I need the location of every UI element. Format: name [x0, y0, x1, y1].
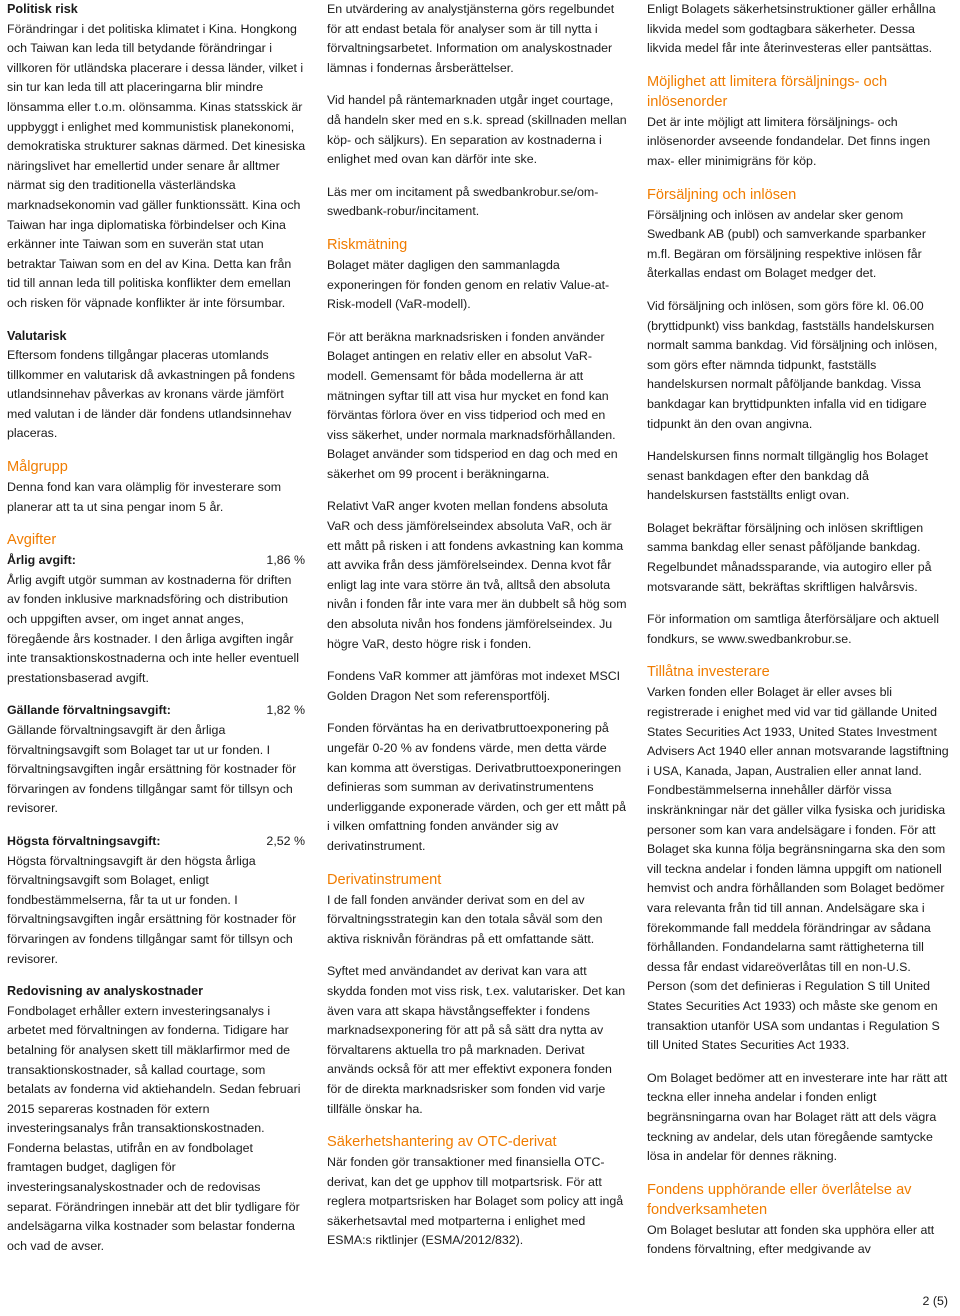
fee-label-hogsta: Högsta förvaltningsavgift: — [7, 833, 161, 848]
column-middle — [327, 0, 627, 1264]
text-limitera: Det är inte möjligt att limitera försäljnings- och inlösenorder avseende fondandelar. Det finns ingen max- eller minimigräns för köp. — [647, 114, 931, 168]
text-malgrupp: Denna fond kan vara olämplig för investerare som planerar att ta ut sina pengar inom 5 år. — [7, 480, 282, 514]
text-derivat-2: Syftet med användandet av derivat kan vara att skydda fonden mot viss risk, t.ex. valutarisker. Det kan även vara att skapa hävstångseffekter i fondens marknadsexponering för att på så sätt dra nytta av förvaltarens aktuella tro på marknaden. Derivat används också för att mer effektivt exponera fonden för de direkta marknadsrisker som fonden vid varje tillfälle önskar ha. — [327, 964, 626, 1116]
fee-row-hogsta — [7, 832, 307, 852]
heading-analyskostnader: Redovisning av analyskostnader — [7, 984, 203, 999]
section-politisk-risk — [7, 0, 307, 314]
heading-limitera: Möjlighet att limitera försäljnings- och inlösenorder — [647, 73, 888, 110]
text-riskmatning-2: För att beräkna marknadsrisken i fonden använder Bolaget antingen en relativ eller en absolut VaR-modell. Gemensamt för båda modellerna är att mätningen syftar till att visa hur mycket en fond kan förväntas förlora över en viss tidperiod och med en viss säkerhet, under normala marknadsförhållanden. Bolaget använder som tidsperiod en dag och med en säkerhet om 99 procent i beräkningarna. — [327, 329, 618, 481]
text-analyskostnader: Fondbolaget erhåller extern investeringsanalys i arbetet med förvaltningen av fonderna. Tidigare har betalning för analysen skett till mäklarfirmor med de transaktionskostnader, så kallad courtage, som betalats av fonderna vid aktiehandeln. Sedan februari 2015 separeras kostnaden för extern investeringsanalys från transaktionskostnaden. Fonderna belastas, utifrån en av fondbolaget framtagen budget, dagligen för investeringsanalyskostnader och de redovisas separat. Förändringen innebär att det blir tydligare för andelsägarna vilka kostnader som belastar fonderna och vad de avser. — [7, 1003, 301, 1253]
heading-politisk-risk: Politisk risk — [7, 2, 78, 16]
heading-otc-derivat: Säkerhetshantering av OTC-derivat — [327, 1134, 557, 1151]
section-limitera — [647, 72, 949, 172]
text-forsaljning-4: Bolaget bekräftar försäljning och inlösen skriftligen samma bankdag eller senast påföljande bankdag. Regelbundet månadssparande, via autogiro eller på motsvarande sätt, bekräftas skriftligen halvårsvis. — [647, 520, 932, 594]
heading-valutarisk: Valutarisk — [7, 328, 67, 343]
fee-row-gallande — [7, 701, 307, 721]
text-tillatna-2: Om Bolaget bedömer att en investerare inte har rätt att teckna eller inneha andelar i fonden enligt begränsningarna ovan har Bolaget rätt att dels vägra teckning av andelar, dels utan föregående samtycke lösa in andelar för dennes räkning. — [647, 1070, 948, 1164]
text-riskmatning-3: Relativt VaR anger kvoten mellan fondens absoluta VaR och dess jämförelseindex absoluta VaR, och är ett mått på risken i att fondens avkastning kan komma att avvika från dess jämförelseindex. Denna kvot får enligt lag inte vara större än två, alltså den absoluta nivån i fonden får inte vara mer än dubbelt så hög som den absoluta nivån hos fondens jämförelseindex. Ju högre VaR, desto högre risk i fonden. — [327, 499, 627, 651]
section-upphorande — [647, 1180, 949, 1260]
text-riskmatning-1: Bolaget mäter dagligen den sammanlagda exponeringen för fonden genom en relativ Value-at-Risk-modell (VaR-modell). — [327, 257, 610, 312]
text-politisk-risk: Förändringar i det politiska klimatet i Kina. Hongkong och Taiwan kan leda till betydande förändringar i villkoren för utländska placerare i dessa länder, vilket i sin tur kan leda till att placeringarna blir mindre lönsamma eller t.o.m. olönsamma. Kinas statsskick är uppbyggt i enlighet med kommunistisk planekonomi, demokratiska strukturer saknas därmed. Det kinesiska näringslivet har emellertid under senare år alltmer närmat sig den traditionella västerländska marknadsekonomin vad gäller funktionssätt. Kina och Taiwan har inga diplomatiska förbindelser och Kina erkänner inte Taiwan som en suverän stat utan betraktar Taiwan som en del av Kina. Detta kan från tid till annan leda till politiska konflikter dem emellan och risken för väpnade konflikter är inte försumbar. — [7, 21, 306, 310]
section-riskmatning — [327, 235, 627, 857]
section-valutarisk — [7, 327, 307, 445]
section-analyskostnader — [7, 982, 307, 1256]
section-derivatinstrument — [327, 870, 627, 1120]
heading-derivatinstrument: Derivatinstrument — [327, 871, 442, 888]
heading-tillatna-investerare: Tillåtna investerare — [647, 664, 770, 681]
text-hogsta-avgift: Högsta förvaltningsavgift är den högsta årliga förvaltningsavgift som Bolaget, enligt fondbestämmelserna, får ta ut ur fonden. I förvaltningsavgiften ingår ersättning för kostnader för förvaringen av fondens tillgångar samt för tillsyn och revisorer. — [7, 853, 297, 966]
text-incitament: Läs mer om incitament på swedbankrobur.se/om-swedbank-robur/incitament. — [327, 184, 599, 219]
fee-label-gallande: Gällande förvaltningsavgift: — [7, 703, 171, 718]
text-derivat-1: I de fall fonden använder derivat som en del av förvaltningsstrategin kan den totala såväl som den aktiva risknivån förändras på ett omfattande sätt. — [327, 892, 603, 946]
fee-value-arlig: 1,86 % — [266, 553, 305, 568]
heading-malgrupp: Målgrupp — [7, 459, 68, 476]
text-otc-derivat: När fonden gör transaktioner med finansiella OTC-derivat, kan det ge upphov till motpartsrisk. För att reglera motpartsrisken har Bolaget som policy att ingå säkerhetsavtal med motparterna i enlighet med ESMA:s riktlinjer (ESMA/2012/832). — [327, 1155, 624, 1248]
section-otc-derivat — [327, 1132, 627, 1251]
text-upphorande: Om Bolaget beslutar att fonden ska upphöra eller att fondens förvaltning, efter medgivande av — [647, 1222, 935, 1257]
text-valutarisk: Eftersom fondens tillgångar placeras utomlands tillkommer en valutarisk då avkastningen på fondens utlandsinnehav påverkas av kronans värde jämfört med valutan i de länder där fondens utlandsinnehav placeras. — [7, 348, 295, 441]
column-left — [7, 0, 307, 1269]
column-right — [647, 0, 949, 1273]
text-forsaljning-1: Försäljning och inlösen av andelar sker genom Swedbank AB (publ) och samverkande sparbanker m.fl. Begäran om försäljning respektive inlösen får återkallas endast om Bolaget medger det. — [647, 207, 926, 281]
heading-forsaljning: Försäljning och inlösen — [647, 186, 797, 203]
fee-value-hogsta: 2,52 % — [266, 833, 305, 848]
section-forsaljning — [647, 185, 949, 650]
text-arlig-avgift: Årlig avgift utgör summan av kostnaderna för driften av fonden inklusive marknadsföring och distribution och uppgiften avser, om inget annat anges, föregående års kostnader. I den årliga avgiften ingår inte transaktionskostnaderna och inte heller eventuell prestationsbaserad avgift. — [7, 572, 300, 685]
text-riskmatning-4: Fondens VaR kommer att jämföras mot indexet MSCI Golden Dragon Net som referensportfölj. — [327, 669, 621, 703]
fee-value-gallande: 1,82 % — [266, 703, 305, 718]
fee-row-arlig — [7, 551, 307, 571]
text-forsaljning-3: Handelskursen finns normalt tillgänglig hos Bolaget senast bankdagen efter den bankdag då handelskursen fastställts enligt ovan. — [647, 449, 929, 503]
heading-upphorande: Fondens upphörande eller överlåtelse av fondverksamheten — [647, 1181, 912, 1218]
fee-label-arlig: Årlig avgift: — [7, 553, 76, 568]
text-rantemarknad: Vid handel på räntemarknaden utgår inget courtage, då handeln sker med en s.k. spread (skillnaden mellan köp- och säljkurs). En separation av kostnaderna i enlighet med ovan kan därför inte ske. — [327, 93, 627, 167]
text-utvardering: En utvärdering av analystjänsterna görs regelbundet för att endast betala för analyser som är till nytta i förvaltningsarbetet. Information om analyskostnader lämnas i fondernas årsberättelser. — [327, 2, 615, 75]
text-tillatna-1: Varken fonden eller Bolaget är eller avses bli registrerade i enighet med vid var tid gällande United States Securities Act 1933, United States Investment Advisers Act 1940 eller annan motsvarande lagstiftning i USA, Kanada, Japan, Australien eller annat land. Fondbestämmelserna innehåller därför vissa inskränkningar när det gäller vilka fysiska och juridiska personer som kan vara andelsägare i fonden. För att Bolaget ska kunna följa begränsningarna ska den som vill teckna andelar i fonden lämna uppgift om nationell hemvist och andra förhållanden som Bolaget bedömer vara relevanta från tid till annan. Andelsägare ska i förekommande fall meddela förändringar av sådana förhållanden. Fondandelarna samt rättigheterna till dessa får endast vidareöverlåtas till en non-U.S. Person (som det definieras i Regulation S till United States Securities Act 1933) och måste ske genom en transaktion utanför USA som undantas i Regulation S till United States Securities Act 1933. — [647, 685, 949, 1053]
heading-avgifter: Avgifter — [7, 532, 57, 549]
text-riskmatning-5: Fonden förväntas ha en derivatbruttoexponering på ungefär 0-20 % av fondens värde, men detta värde kan komma att överstigas. Derivatbruttoexponeringen definieras som summan av derivatinstrumentens underliggande exponerade värden, och ger ett mått på i vilken omfattning fonden använder sig av derivatinstrument. — [327, 721, 626, 853]
text-forsaljning-5: För information om samtliga återförsäljare och aktuell fondkurs, se www.swedbankrobur.se. — [647, 612, 939, 646]
page-number: 2 (5) — [922, 1294, 948, 1308]
heading-riskmatning: Riskmätning — [327, 236, 408, 253]
text-sakerheter: Enligt Bolagets säkerhetsinstruktioner gäller erhållna likvida medel som godtagbara säkerheter. Dessa likvida medel får inte återinvesteras eller pantsättas. — [647, 2, 936, 56]
section-malgrupp — [7, 457, 307, 517]
text-gallande-avgift: Gällande förvaltningsavgift är den årliga förvaltningsavgift som Bolaget tar ut ur fonden. I förvaltningsavgiften ingår ersättning för kostnader för förvaringen av fondens tillgångar samt för tillsyn och revisorer. — [7, 723, 297, 816]
section-avgifter — [7, 530, 307, 969]
text-forsaljning-2: Vid försäljning och inlösen, som görs före kl. 06.00 (bryttidpunkt) viss bankdag, fastställs handelskursen normalt samma bankdag. Vid försäljning och inlösen, som görs efter nämnda tidpunkt, fastställs handelskursen normalt påföljande bankdag. Vissa bankdagar kan bryttidpunkten infalla vid en tidigare tidpunkt än den ovan angivna. — [647, 298, 938, 431]
section-tillatna-investerare — [647, 662, 949, 1166]
